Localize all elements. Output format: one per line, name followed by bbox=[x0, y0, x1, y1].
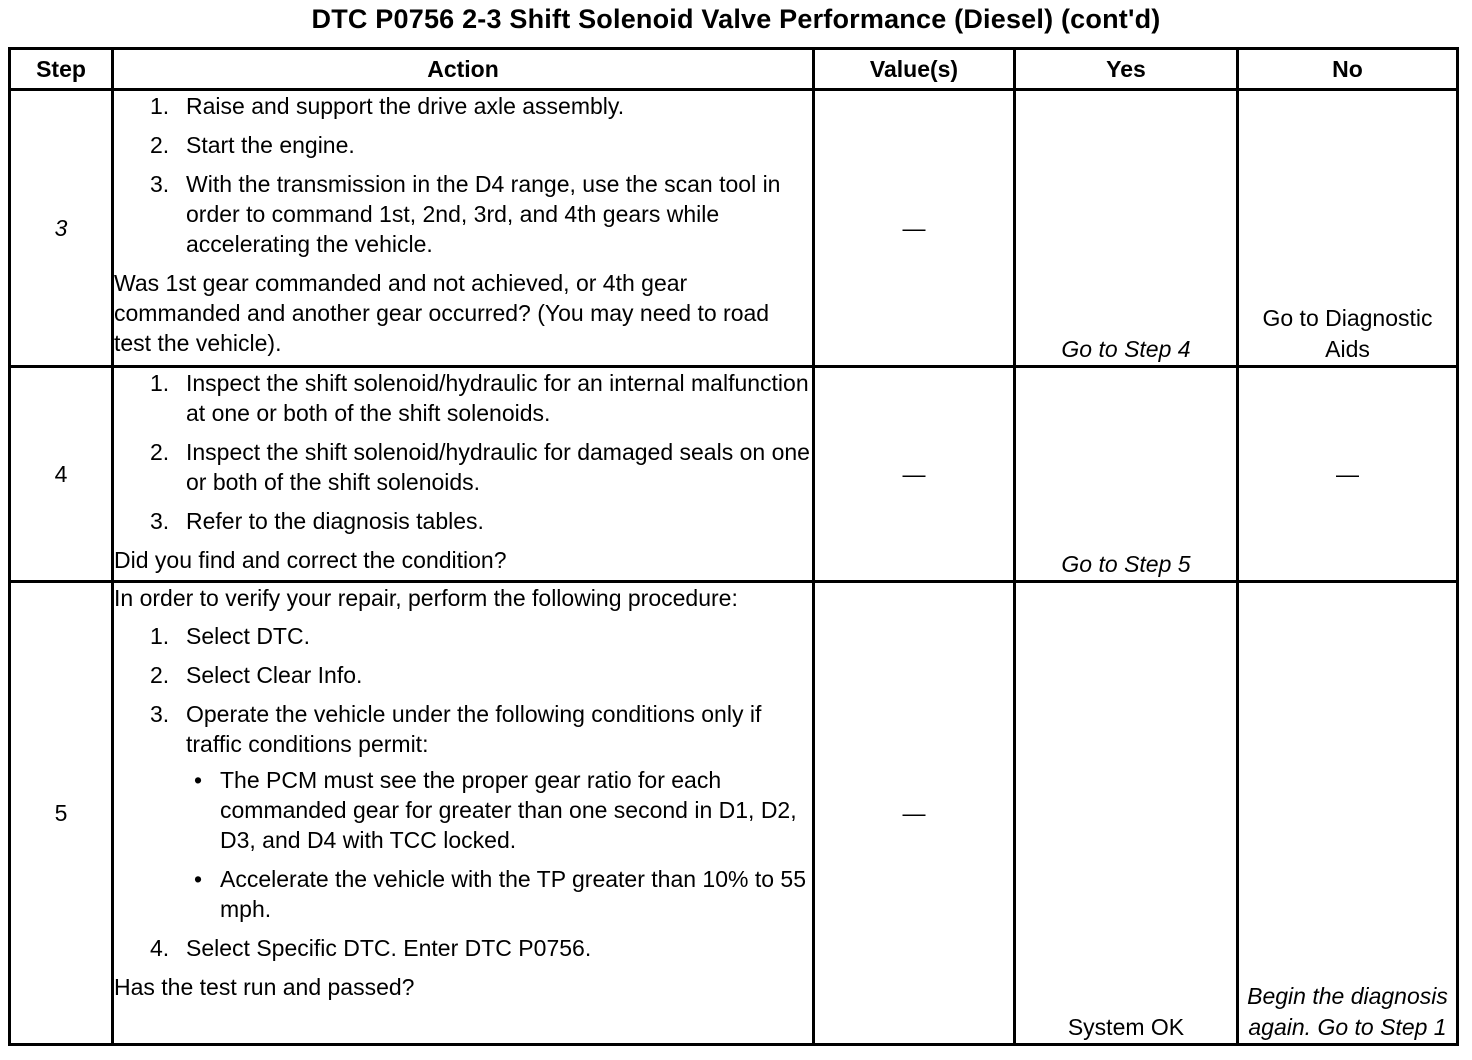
yes-cell: Go to Step 4 bbox=[1015, 90, 1238, 367]
action-cell bbox=[113, 582, 814, 1045]
step-index: 4. bbox=[150, 935, 170, 961]
table-row bbox=[10, 582, 1458, 1045]
step-text: Inspect the shift solenoid/hydraulic for an internal malfunction at one or both of the shift solenoids. bbox=[186, 370, 809, 426]
action-step bbox=[150, 368, 812, 428]
bullet-glyph: • bbox=[194, 866, 203, 892]
yes-cell: Go to Step 5 bbox=[1015, 367, 1238, 582]
condition-bullets bbox=[186, 765, 812, 924]
page-title: DTC P0756 2-3 Shift Solenoid Valve Performance (Diesel) (cont'd) bbox=[311, 4, 1161, 34]
header-action: Action bbox=[113, 49, 814, 90]
header-step: Step bbox=[10, 49, 113, 90]
table-row bbox=[10, 367, 1458, 582]
action-question: Did you find and correct the condition? bbox=[114, 547, 507, 573]
action-intro: In order to verify your repair, perform the following procedure: bbox=[114, 585, 738, 611]
value-cell: — bbox=[814, 90, 1015, 367]
header-yes: Yes bbox=[1015, 49, 1238, 90]
action-step bbox=[150, 437, 812, 497]
bullet-item bbox=[194, 864, 812, 924]
action-step bbox=[150, 130, 812, 160]
action-steps bbox=[114, 368, 812, 536]
step-text: Start the engine. bbox=[186, 132, 355, 158]
step-index: 3. bbox=[150, 701, 170, 727]
action-step bbox=[150, 506, 812, 536]
diagnostic-table bbox=[8, 47, 1459, 1046]
step-text: Select DTC. bbox=[186, 623, 310, 649]
action-step bbox=[150, 699, 812, 924]
step-text: With the transmission in the D4 range, use the scan tool in order to command 1st, 2nd, 3rd, and 4th gears while accelerating the vehicle. bbox=[186, 171, 781, 257]
step-number: 5 bbox=[10, 582, 113, 1045]
value-cell: — bbox=[814, 367, 1015, 582]
no-cell: Go to Diagnostic Aids bbox=[1238, 90, 1458, 367]
table-header-row bbox=[10, 49, 1458, 90]
bullet-text: The PCM must see the proper gear ratio for each commanded gear for greater than one second in D1, D2, D3, and D4 with TCC locked. bbox=[220, 767, 797, 853]
no-cell: — bbox=[1238, 367, 1458, 582]
table-row bbox=[10, 90, 1458, 367]
value-cell: — bbox=[814, 582, 1015, 1045]
step-index: 3. bbox=[150, 171, 170, 197]
action-cell bbox=[113, 367, 814, 582]
action-cell bbox=[113, 90, 814, 367]
header-values: Value(s) bbox=[814, 49, 1015, 90]
step-text: Operate the vehicle under the following conditions only if traffic conditions permit: bbox=[186, 701, 762, 757]
action-step bbox=[150, 933, 812, 963]
step-index: 2. bbox=[150, 132, 170, 158]
step-index: 1. bbox=[150, 93, 170, 119]
action-step bbox=[150, 91, 812, 121]
header-no: No bbox=[1238, 49, 1458, 90]
action-step bbox=[150, 621, 812, 651]
step-text: Select Specific DTC. Enter DTC P0756. bbox=[186, 935, 592, 961]
step-number: 3 bbox=[10, 90, 113, 367]
action-question: Has the test run and passed? bbox=[114, 974, 415, 1000]
bullet-text: Accelerate the vehicle with the TP greater than 10% to 55 mph. bbox=[220, 866, 807, 922]
step-index: 3. bbox=[150, 508, 170, 534]
yes-cell: System OK bbox=[1015, 582, 1238, 1045]
step-text: Select Clear Info. bbox=[186, 662, 363, 688]
bullet-glyph: • bbox=[194, 767, 203, 793]
action-steps bbox=[114, 621, 812, 963]
step-text: Inspect the shift solenoid/hydraulic for damaged seals on one or both of the shift solenoids. bbox=[186, 439, 810, 495]
step-index: 2. bbox=[150, 662, 170, 688]
step-index: 1. bbox=[150, 370, 170, 396]
step-text: Refer to the diagnosis tables. bbox=[186, 508, 484, 534]
no-cell: Begin the diagnosis again. Go to Step 1 bbox=[1238, 582, 1458, 1045]
step-index: 1. bbox=[150, 623, 170, 649]
step-number: 4 bbox=[10, 367, 113, 582]
bullet-item bbox=[194, 765, 812, 855]
step-text: Raise and support the drive axle assembly. bbox=[186, 93, 625, 119]
action-steps bbox=[114, 91, 812, 259]
step-index: 2. bbox=[150, 439, 170, 465]
action-step bbox=[150, 169, 812, 259]
action-step bbox=[150, 660, 812, 690]
action-question: Was 1st gear commanded and not achieved, or 4th gear commanded and another gear occurred? (You may need to road test the vehicle). bbox=[114, 270, 770, 356]
